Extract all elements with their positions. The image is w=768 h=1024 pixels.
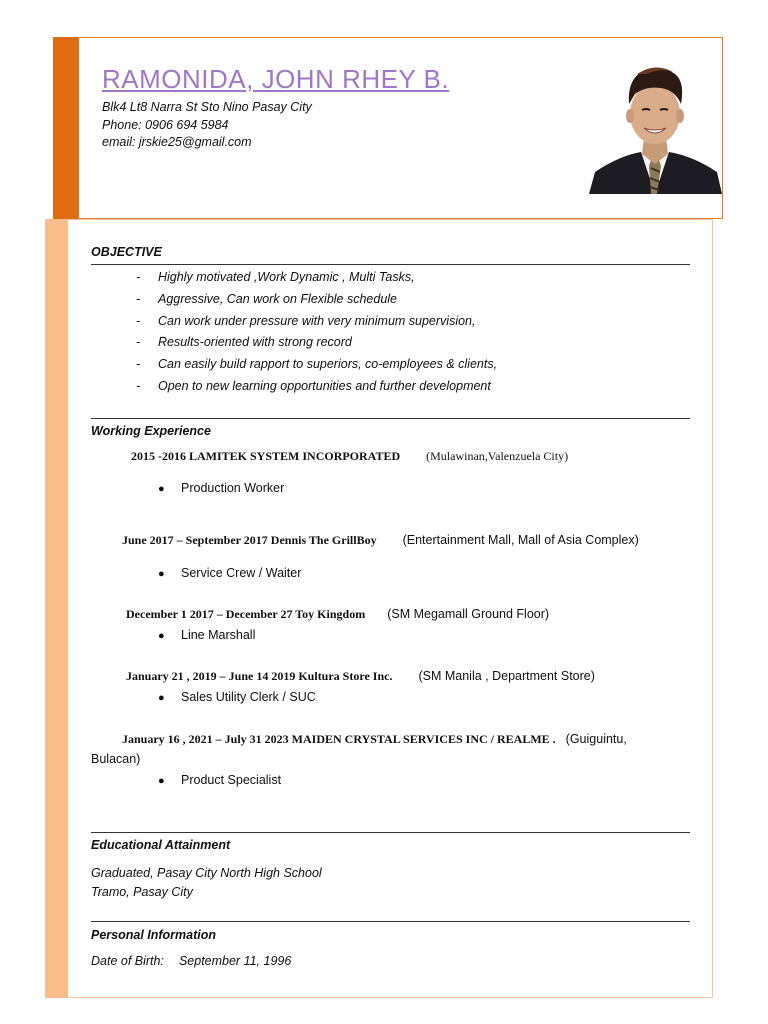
job-role: ● Product Specialist <box>158 773 282 787</box>
person-portrait-icon <box>589 60 722 194</box>
objective-item: - Aggressive, Can work on Flexible schedule <box>136 292 398 306</box>
education-school: Graduated, Pasay City North High School <box>91 866 322 880</box>
profile-photo <box>589 60 722 194</box>
objective-item: - Results-oriented with strong record <box>136 335 352 349</box>
candidate-name: RAMONIDA, JOHN RHEY B. <box>102 64 450 94</box>
objective-item: - Highly motivated ,Work Dynamic , Multi Tasks, <box>136 270 415 284</box>
phone: Phone: 0906 694 5984 <box>102 118 229 132</box>
address: Blk4 Lt8 Narra St Sto Nino Pasay City <box>102 100 312 114</box>
job-header: January 21 , 2019 – June 14 2019 Kultura Store Inc. (SM Manila , Department Store) <box>126 669 595 683</box>
job-header: June 2017 – September 2017 Dennis The GrillBoy (Entertainment Mall, Mall of Asia Complex) <box>122 533 639 547</box>
experience-rule <box>91 418 690 419</box>
education-heading: Educational Attainment <box>91 838 231 852</box>
header-accent-stripe <box>53 37 79 219</box>
education-rule <box>91 832 690 833</box>
job-role: ● Line Marshall <box>158 628 256 642</box>
job-role: ● Production Worker <box>158 481 285 495</box>
job-header: 2015 -2016 LAMITEK SYSTEM INCORPORATED (Mulawinan,Valenzuela City) <box>131 449 569 463</box>
date-of-birth: Date of Birth: September 11, 1996 <box>91 954 292 968</box>
experience-heading: Working Experience <box>91 424 211 438</box>
job-header: January 16 , 2021 – July 31 2023 MAIDEN CRYSTAL SERVICES INC / REALME . (Guiguintu, <box>122 732 627 746</box>
objective-heading: OBJECTIVE <box>91 245 162 259</box>
personal-heading: Personal Information <box>91 928 217 942</box>
job-role: ● Sales Utility Clerk / SUC <box>158 690 316 704</box>
job-role: ● Service Crew / Waiter <box>158 566 302 580</box>
objective-rule <box>91 264 690 265</box>
objective-item: - Can easily build rapport to superiors, co-employees & clients, <box>136 357 498 371</box>
objective-item: - Open to new learning opportunities and further development <box>136 379 491 393</box>
job-location-continued: Bulacan) <box>91 752 141 766</box>
objective-item: - Can work under pressure with very minimum supervision, <box>136 314 476 328</box>
body-accent-stripe <box>45 219 68 998</box>
email: email: jrskie25@gmail.com <box>102 135 252 149</box>
job-header: December 1 2017 – December 27 Toy Kingdom (SM Megamall Ground Floor) <box>126 607 550 621</box>
personal-rule <box>91 921 690 922</box>
education-location: Tramo, Pasay City <box>91 885 193 899</box>
